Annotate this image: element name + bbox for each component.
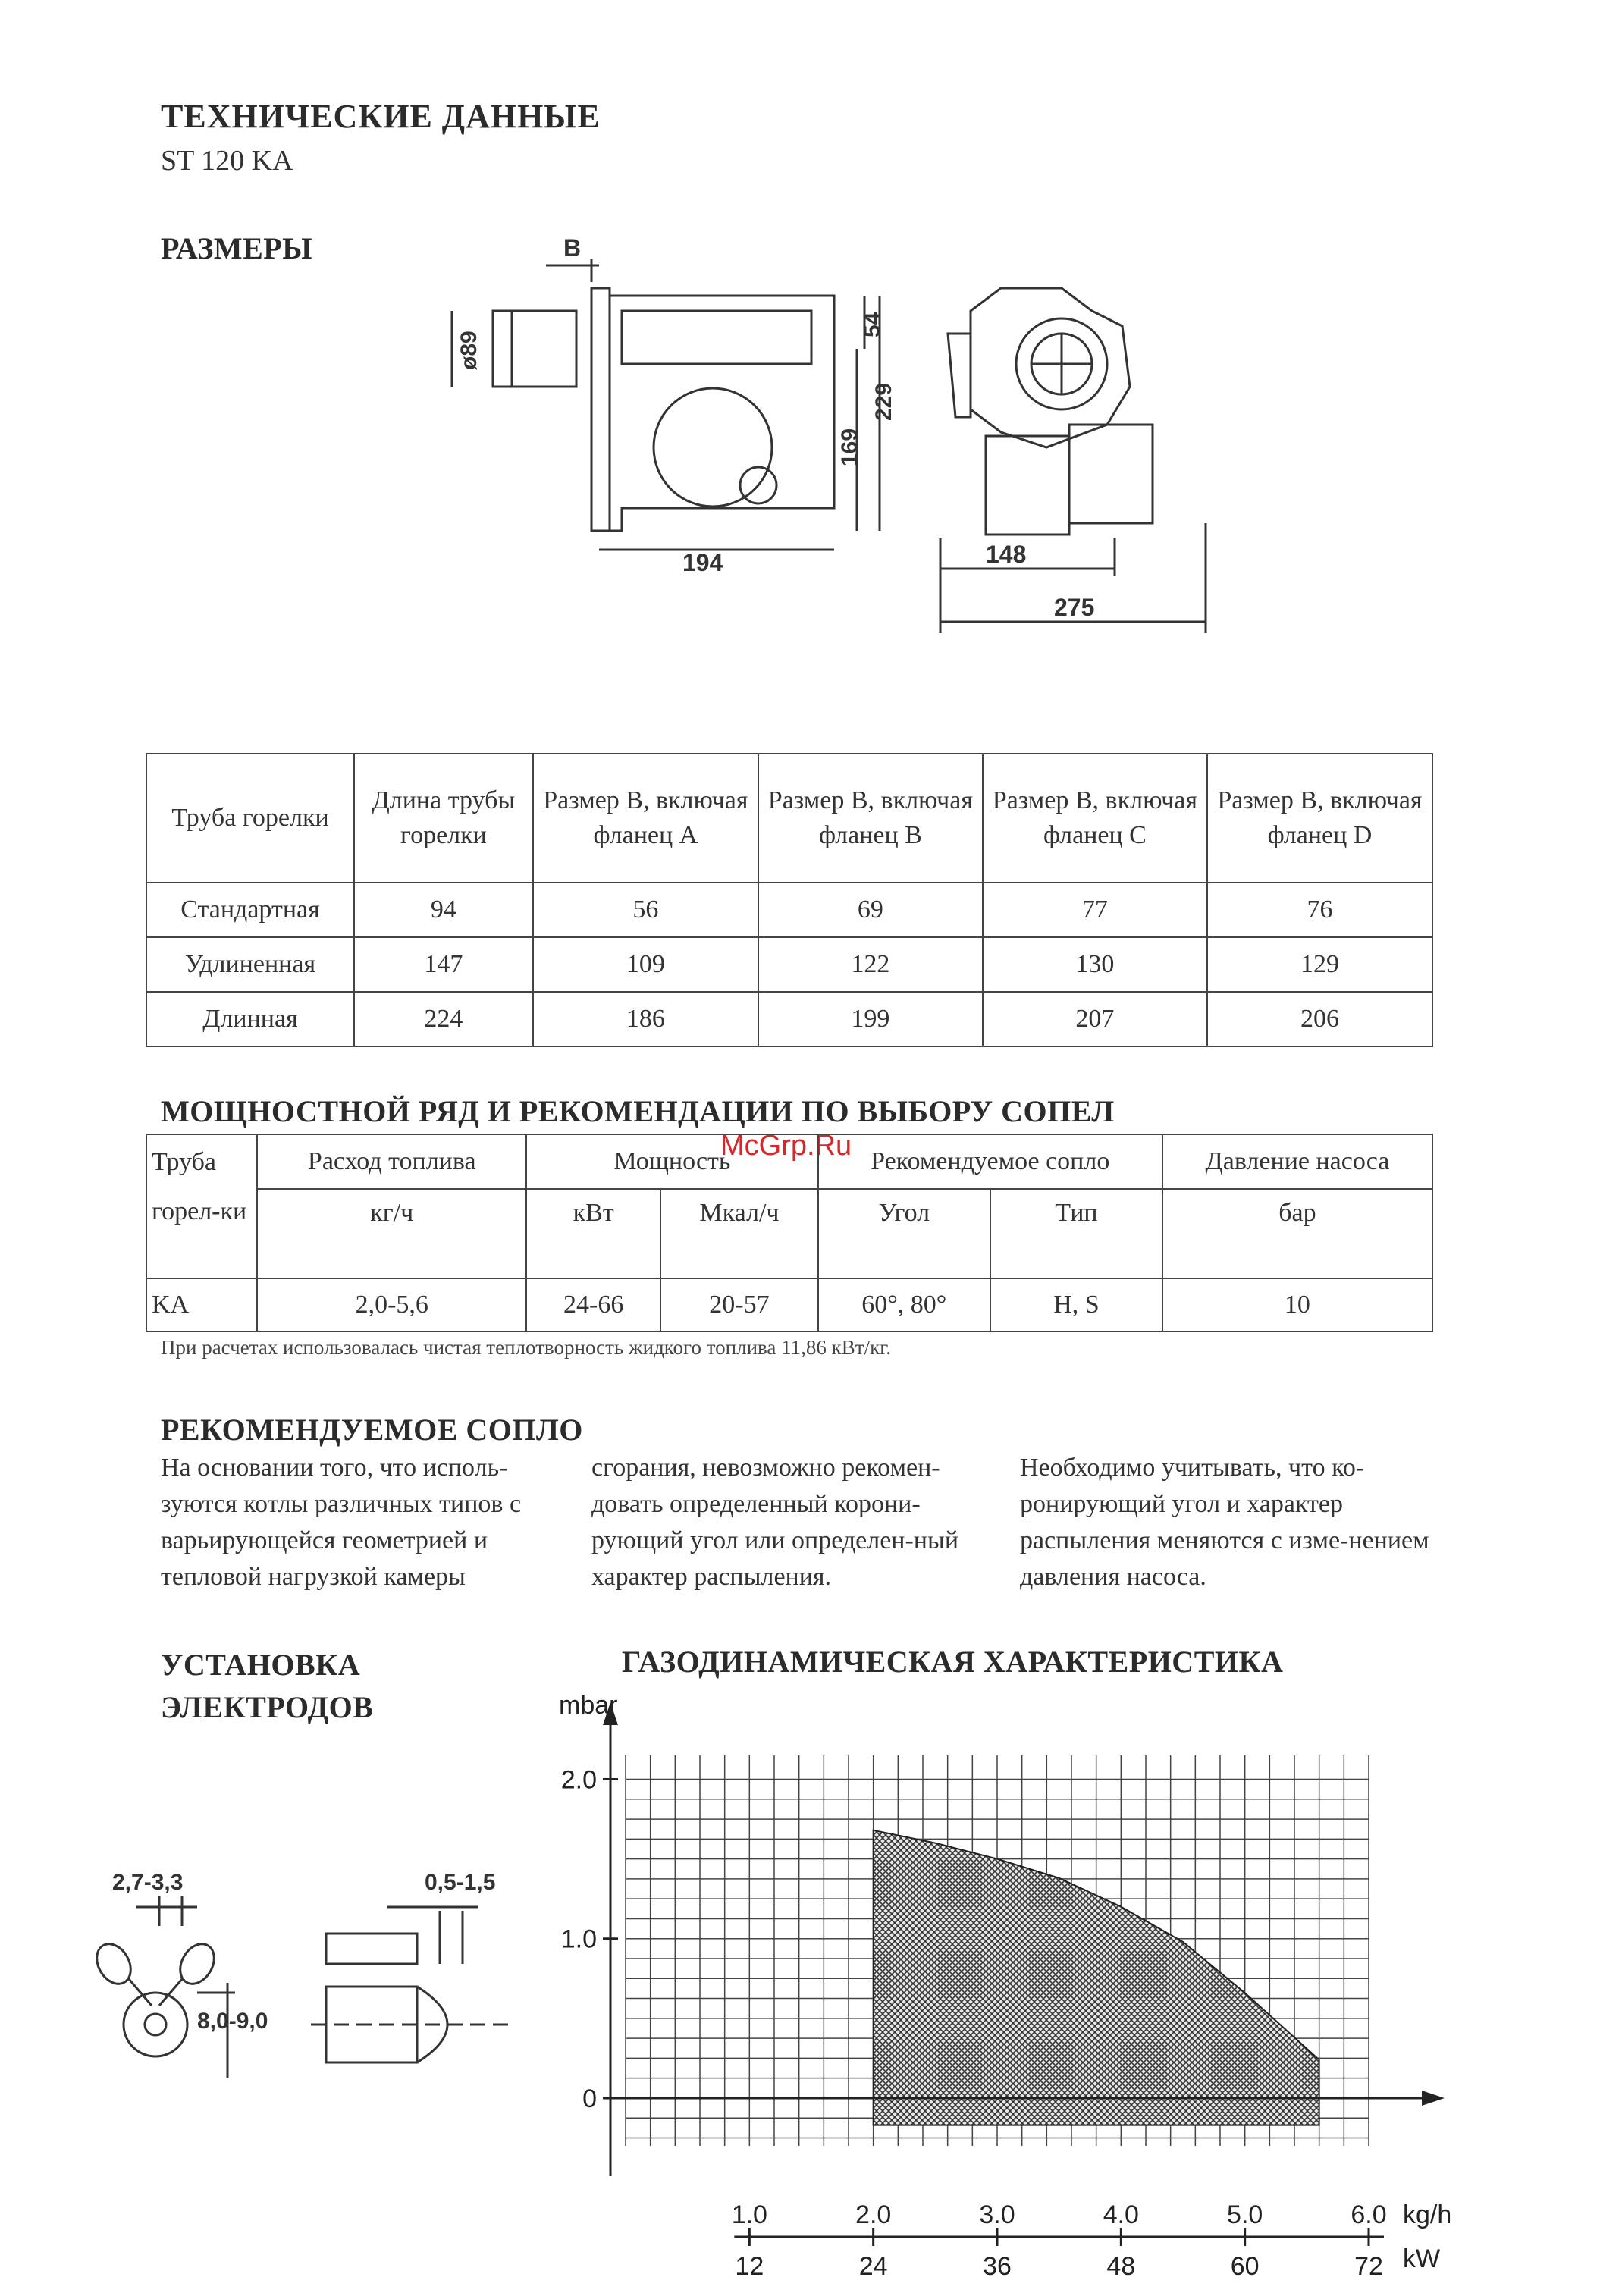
electrodes-heading-line1: УСТАНОВКА <box>161 1648 361 1682</box>
burner-housing <box>610 296 834 531</box>
x-axis-label-kg: kg/h <box>1403 2200 1452 2229</box>
table-cell: 20-57 <box>660 1278 817 1331</box>
y-tick-label: 1.0 <box>560 1924 597 1954</box>
table-cell: 94 <box>354 883 533 937</box>
table-cell: 10 <box>1162 1278 1432 1331</box>
power-table-header <box>146 1134 1432 1189</box>
x-tick-label-kg: 1.0 <box>731 2200 767 2229</box>
x-tick-label-kw: 72 <box>1354 2252 1383 2281</box>
dim-275-label: 275 <box>1054 594 1095 621</box>
table-cell: 60°, 80° <box>818 1278 990 1331</box>
power-heading: МОЩНОСТНОЙ РЯД И РЕКОМЕНДАЦИИ ПО ВЫБОРУ СОПЕЛ <box>161 1094 1115 1128</box>
dim-229-label: 229 <box>871 382 896 421</box>
pump-block <box>986 436 1069 535</box>
header-cell: Длина трубы горелки <box>354 754 533 883</box>
gas-dynamic-chart <box>516 1683 1471 2290</box>
nozzle-heading: РЕКОМЕНДУЕМОЕ СОПЛО <box>161 1413 583 1447</box>
table-cell: Стандартная <box>146 883 354 937</box>
table-cell: KA <box>146 1278 257 1331</box>
calculation-note: При расчетах использовалась чистая теплотворность жидкого топлива 11,86 кВт/кг. <box>161 1336 891 1359</box>
table-cell: 130 <box>983 937 1207 992</box>
table-cell: 186 <box>533 992 758 1046</box>
table-cell: 56 <box>533 883 758 937</box>
gap-label: 2,7-3,3 <box>112 1870 184 1895</box>
x-tick-label-kg: 2.0 <box>855 2200 892 2229</box>
nozzle-text-col3: Необходимо учитывать, что ко-ронирующий угол и характер распыления меняются с изме-нением давления насоса. <box>1020 1454 1429 1591</box>
x-tick-label-kg: 4.0 <box>1103 2200 1139 2229</box>
power-table-units <box>146 1189 1432 1278</box>
x-tick-label-kw: 60 <box>1230 2252 1260 2281</box>
x-axis-arrow <box>1422 2091 1445 2106</box>
table-row <box>146 992 1432 1046</box>
header-cell: Мощность <box>526 1134 817 1189</box>
unit-cell: кг/ч <box>257 1189 526 1278</box>
x-tick-label-kw: 12 <box>735 2252 764 2281</box>
header-cell: Размер B, включая фланец D <box>1207 754 1432 883</box>
header-cell: Расход топлива <box>257 1134 526 1189</box>
table-cell: 24-66 <box>526 1278 660 1331</box>
dim-54-label: 54 <box>860 312 885 337</box>
unit-cell: Угол <box>818 1189 990 1278</box>
table-cell: 77 <box>983 883 1207 937</box>
header-cell: Размер B, включая фланец C <box>983 754 1207 883</box>
table-cell: 122 <box>758 937 983 992</box>
table-cell: 76 <box>1207 883 1432 937</box>
dimensions-heading: РАЗМЕРЫ <box>161 231 312 265</box>
unit-cell: Мкал/ч <box>660 1189 817 1278</box>
x-tick-label-kw: 48 <box>1106 2252 1136 2281</box>
y-axis-label: mbar <box>559 1691 618 1720</box>
table-cell: Длинная <box>146 992 354 1046</box>
dim-148-label: 148 <box>986 541 1027 568</box>
table-row <box>146 1278 1432 1331</box>
electrode-side <box>326 1934 417 1964</box>
table-row <box>146 883 1432 937</box>
dimensions-table <box>146 753 1433 1047</box>
table-cell: 207 <box>983 992 1207 1046</box>
dim-194-label: 194 <box>682 549 723 576</box>
table-cell: 199 <box>758 992 983 1046</box>
table-cell: Удлиненная <box>146 937 354 992</box>
y-tick-label: 0 <box>582 2084 597 2113</box>
height-label: 8,0-9,0 <box>197 2009 268 2034</box>
header-cell: Размер B, включая фланец B <box>758 754 983 883</box>
watermark: McGrp.Ru <box>720 1130 852 1162</box>
nozzle-text-col1: На основании того, что исполь-зуются котлы различных типов с варьирующейся геометрией и тепловой нагрузкой камеры <box>161 1454 522 1591</box>
dimensions-table-header <box>146 754 1432 883</box>
nozzle-text-col2: сгорания, невозможно рекомен-довать определенный корони-рующий угол или определен-ный характер распыления. <box>591 1454 959 1591</box>
y-tick-label: 2.0 <box>560 1765 597 1795</box>
model-name: ST 120 KA <box>161 145 293 177</box>
page-title: ТЕХНИЧЕСКИЕ ДАННЫЕ <box>161 98 601 135</box>
header-cell: Размер B, включая фланец A <box>533 754 758 883</box>
table-cell: 129 <box>1207 937 1432 992</box>
table-cell: 206 <box>1207 992 1432 1046</box>
table-cell: H, S <box>990 1278 1162 1331</box>
electrodes-heading <box>161 1644 373 1729</box>
nozzle-hex <box>124 1993 187 2056</box>
burner-flange <box>591 288 610 531</box>
unit-cell: кВт <box>526 1189 660 1278</box>
unit-cell: Тип <box>990 1189 1162 1278</box>
table-cell: 224 <box>354 992 533 1046</box>
table-row <box>146 937 1432 992</box>
x-tick-label-kw: 24 <box>858 2252 888 2281</box>
header-cell: Труба горелки <box>146 754 354 883</box>
burner-dimension-drawing <box>440 220 1228 645</box>
header-cell: Труба <box>146 1134 257 1189</box>
x-tick-label-kw: 36 <box>983 2252 1012 2281</box>
table-cell: 147 <box>354 937 533 992</box>
table-cell: 109 <box>533 937 758 992</box>
electrodes-heading-line2: ЭЛЕКТРОДОВ <box>161 1690 374 1724</box>
header-cell: горел-ки <box>146 1189 257 1278</box>
burner-tube <box>493 311 576 387</box>
header-cell: Рекомендуемое сопло <box>818 1134 1162 1189</box>
electrode-diagram <box>83 1843 554 2161</box>
gas-heading: ГАЗОДИНАМИЧЕСКАЯ ХАРАКТЕРИСТИКА <box>622 1645 1284 1679</box>
power-table <box>146 1134 1433 1332</box>
header-cell: Давление насоса <box>1162 1134 1432 1189</box>
unit-cell: бар <box>1162 1189 1432 1278</box>
dim-89-label: ø89 <box>456 331 482 370</box>
table-cell: 2,0-5,6 <box>257 1278 526 1331</box>
dim-b-label: B <box>563 234 582 262</box>
x-tick-label-kg: 3.0 <box>979 2200 1015 2229</box>
x-axis-label-kw: kW <box>1403 2244 1441 2273</box>
fan-cover <box>654 388 772 507</box>
dim-169-label: 169 <box>837 428 862 466</box>
offset-label: 0,5-1,5 <box>425 1870 496 1895</box>
table-cell: 69 <box>758 883 983 937</box>
x-tick-label-kg: 6.0 <box>1351 2200 1387 2229</box>
x-tick-label-kg: 5.0 <box>1227 2200 1263 2229</box>
